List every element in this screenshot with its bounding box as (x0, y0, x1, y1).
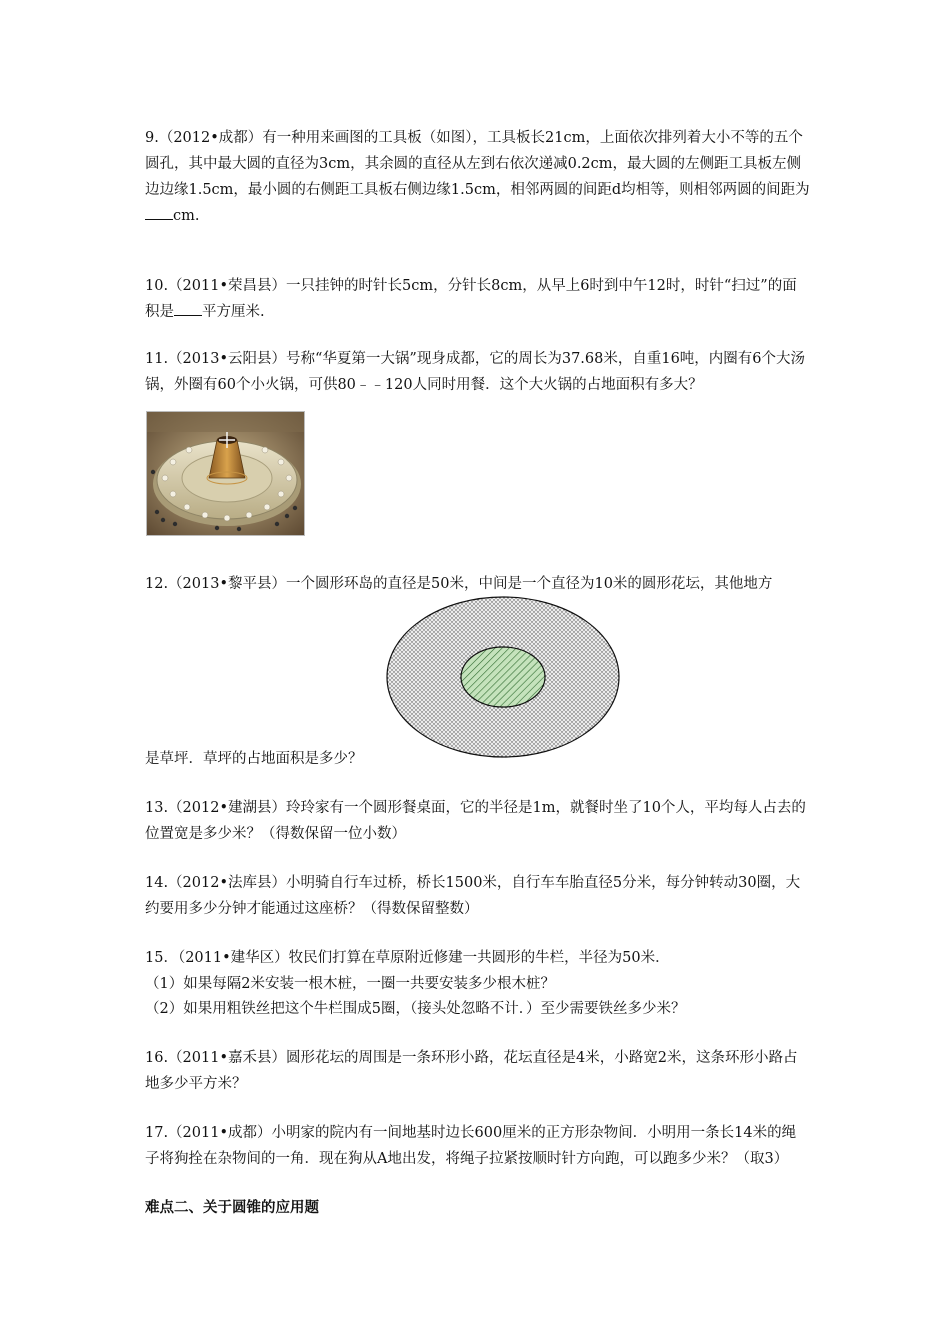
ring-diagram-svg (385, 595, 623, 763)
hotpot-photo (146, 411, 305, 536)
problem-13 (145, 795, 810, 847)
problem-13-text: 13.（2012•建湖县）玲玲家有一个圆形餐桌面，它的半径是1m，就餐时坐了10个人，平均每人占去的位置宽是多少米？（得数保留一位小数） (145, 800, 806, 842)
problem-14 (145, 870, 810, 922)
problem-9-tail: cm. (173, 208, 200, 224)
problem-16-text: 16.（2011•嘉禾县）圆形花坛的周围是一条环形小路，花坛直径是4米，小路宽2米，这条环形小路占地多少平方米？ (145, 1050, 798, 1092)
problem-11-text: 11.（2013•云阳县）号称“华夏第一大锅”现身成都，它的周长为37.68米，自重16吨，内圈有6个大汤锅，外圈有60个小火锅，可供80﹣﹣120人同时用餐．这个大火锅的占地面积有多大？ (145, 351, 806, 393)
problem-9 (145, 125, 810, 229)
inner-circle-flowerbed (461, 647, 545, 707)
problem-15-q2-text: （2）如果用粗铁丝把这个牛栏围成5圈，（接头处忽略不计．）至少需要铁丝多少米？ (145, 1001, 686, 1017)
problem-15-q2 (145, 996, 810, 1022)
problem-17 (145, 1120, 810, 1172)
problem-14-text: 14.（2012•法库县）小明骑自行车过桥，桥长1500米，自行车车胎直径5分米，每分钟转动30圈，大约要用多少分钟才能通过这座桥？（得数保留整数） (145, 875, 801, 917)
problem-12-line-2 (145, 746, 810, 772)
answer-blank (145, 205, 173, 220)
problem-15 (145, 945, 810, 971)
problem-17-text: 17.（2011•成都）小明家的院内有一间地基时边长600厘米的正方形杂物间．小明用一条长14米的绳子将狗拴在杂物间的一角．现在狗从A地出发，将绳子拉紧按顺时针方向跑，可以跑多少米？（取3） (145, 1125, 797, 1167)
section-heading (145, 1195, 810, 1221)
problem-10 (145, 273, 810, 325)
problem-12-text-a: 12.（2013•黎平县）一个圆形环岛的直径是50米，中间是一个直径为10米的圆形花坛，其他地方 (145, 576, 773, 592)
hotpot-photo-image (147, 412, 304, 535)
problem-15-q1-text: （1）如果每隔2米安装一根木桩，一圈一共要安装多少根木桩？ (145, 976, 555, 992)
problem-9-text: 9.（2012•成都）有一种用来画图的工具板（如图），工具板长21cm，上面依次排列着大小不等的五个圆孔，其中最大圆的直径为3cm，其余圆的直径从左到右依次递减0.2cm，最大圆的左侧距工具板左侧边边缘1.5cm，最小圆的右侧距工具板右侧边缘1.5cm，相邻两圆的间距d均相等，则相邻两圆的间距为 (145, 130, 810, 198)
problem-12-text-b: 是草坪．草坪的占地面积是多少？ (145, 751, 363, 767)
problem-10-tail: 平方厘米. (202, 304, 265, 320)
problem-15-text: 15．（2011•建华区）牧民们打算在草原附近修建一共圆形的牛栏，半径为50米． (145, 950, 670, 966)
problem-11 (145, 346, 810, 398)
ring-diagram (385, 595, 623, 767)
answer-blank (174, 301, 202, 316)
problem-12-line-1 (145, 571, 810, 597)
problem-15-q1 (145, 971, 810, 997)
problem-16 (145, 1045, 810, 1097)
section-heading-text: 难点二、关于圆锥的应用题 (145, 1199, 319, 1216)
problem-10-text: 10.（2011•荣昌县）一只挂钟的时针长5cm，分针长8cm，从早上6时到中午12时，时针“扫过”的面积是 (145, 278, 797, 320)
